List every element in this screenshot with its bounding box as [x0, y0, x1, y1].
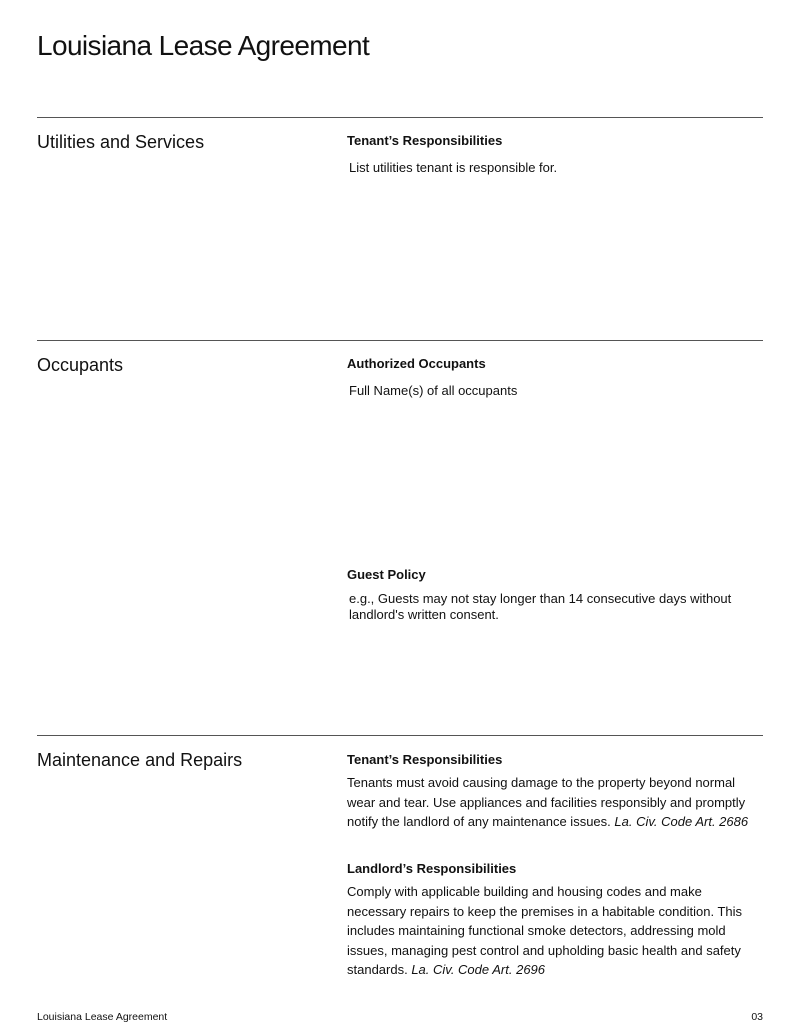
- landlord-maintenance-body: Comply with applicable building and housing codes and make necessary repairs to keep the premises in a habitable condition. This includes maintaining functional smoke detectors, addressing mold issues, managing pest control and upholding basic health and safety standards.: [347, 884, 743, 978]
- landlord-maintenance-citation: La. Civ. Code Art. 2696: [411, 962, 546, 978]
- authorized-occupants-label: Authorized Occupants: [347, 356, 486, 371]
- tenant-maintenance-citation: La. Civ. Code Art. 2686: [614, 814, 749, 830]
- tenant-maintenance-text: [347, 773, 763, 832]
- page-title: Louisiana Lease Agreement: [37, 30, 370, 61]
- authorized-occupants-input[interactable]: [347, 383, 765, 553]
- divider: [37, 735, 763, 736]
- tenant-maintenance-body: Tenants must avoid causing damage to the property beyond normal wear and tear. Use appliances and facilities responsibly and promptly notify the landlord of any maintenance issues.: [347, 775, 746, 830]
- landlord-maintenance-label: Landlord’s Responsibilities: [347, 861, 517, 876]
- divider: [37, 340, 763, 341]
- tenant-utilities-label: Tenant’s Responsibilities: [347, 133, 503, 148]
- guest-policy-label: Guest Policy: [347, 567, 426, 582]
- section-heading-utilities: Utilities and Services: [37, 132, 205, 152]
- section-heading-occupants: Occupants: [37, 355, 124, 375]
- tenant-utilities-input[interactable]: [347, 160, 765, 330]
- footer-document-name: Louisiana Lease Agreement: [37, 1011, 168, 1023]
- section-heading-maintenance: Maintenance and Repairs: [37, 750, 243, 770]
- footer-page-number: 03: [751, 1011, 763, 1023]
- tenant-maintenance-label: Tenant’s Responsibilities: [347, 752, 503, 767]
- divider: [37, 117, 763, 118]
- landlord-maintenance-text: [347, 882, 763, 980]
- guest-policy-input[interactable]: [347, 591, 765, 721]
